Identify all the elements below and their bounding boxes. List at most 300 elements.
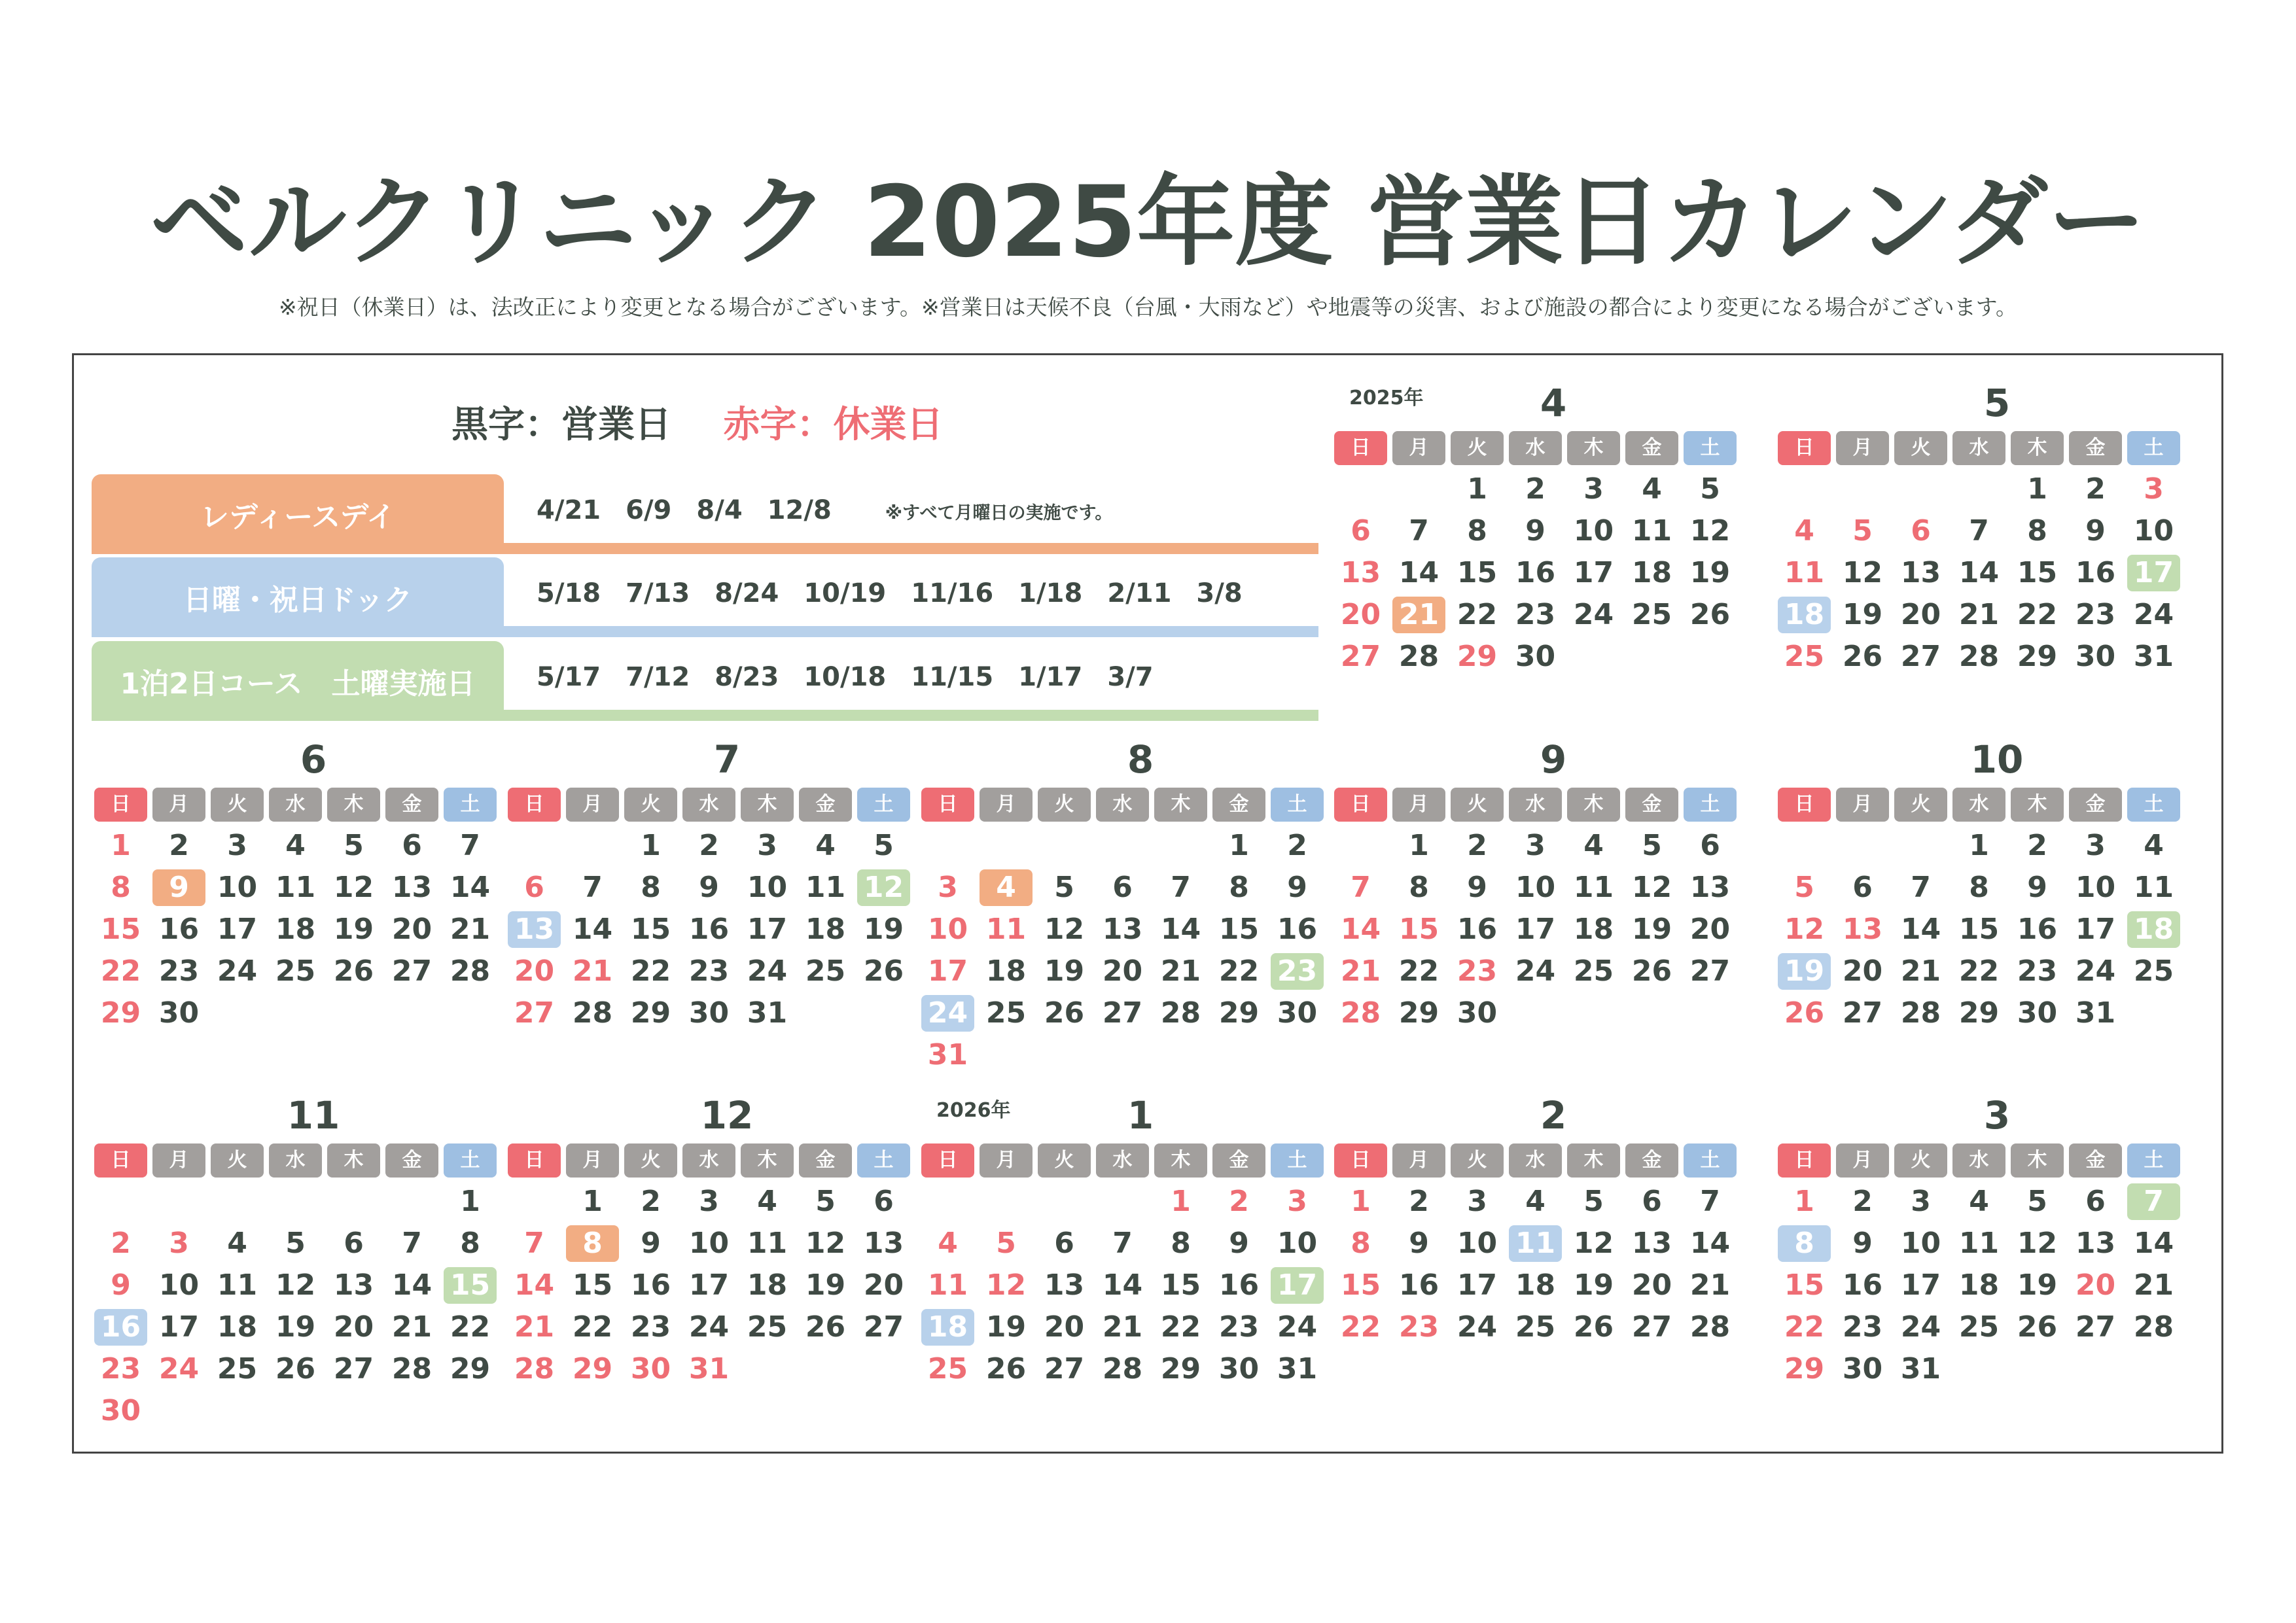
calendar-day: 29 <box>450 1352 491 1386</box>
calendar-day: 8 <box>566 1225 619 1262</box>
calendar-day: 11 <box>1958 1227 2000 1260</box>
calendar-day: 9 <box>2027 871 2047 904</box>
calendar-day: 18 <box>921 1309 974 1346</box>
calendar-day: 6 <box>524 871 544 904</box>
calendar-day: 25 <box>805 954 846 988</box>
weekday-label: 月 <box>980 1143 1033 1178</box>
calendar-day: 25 <box>217 1352 258 1386</box>
calendar-day: 10 <box>158 1268 200 1302</box>
calendar-day: 11 <box>1573 871 1614 904</box>
calendar-day: 4 <box>2144 829 2164 862</box>
weekday-label: 火 <box>1894 1143 1947 1178</box>
calendar-day: 2 <box>1409 1185 1429 1218</box>
calendar-day: 9 <box>1852 1227 1873 1260</box>
calendar-day: 15 <box>1160 1268 1201 1302</box>
calendar-day: 21 <box>1900 954 1941 988</box>
weekday-label: 月 <box>152 788 205 822</box>
calendar-day: 1 <box>641 829 661 862</box>
weekday-label: 月 <box>566 1143 619 1178</box>
calendar-day: 14 <box>1160 913 1201 946</box>
calendar-day: 29 <box>2017 640 2058 673</box>
weekday-label: 金 <box>1625 788 1678 822</box>
calendar-day: 13 <box>1842 913 1883 946</box>
calendar-day: 18 <box>1958 1268 2000 1302</box>
calendar-day: 9 <box>699 871 719 904</box>
calendar-day: 8 <box>1351 1227 1371 1260</box>
calendar-day: 23 <box>2075 598 2116 631</box>
calendar-day: 14 <box>450 871 491 904</box>
calendar-day: 15 <box>1218 913 1260 946</box>
calendar-day: 5 <box>996 1227 1016 1260</box>
band-date: 10/18 <box>804 662 887 692</box>
calendar-day: 16 <box>1398 1268 1439 1302</box>
calendar-day: 15 <box>1958 913 2000 946</box>
calendar-day: 27 <box>391 954 433 988</box>
weekday-label: 水 <box>682 1143 735 1178</box>
weekday-label: 日 <box>921 788 974 822</box>
calendar-day: 20 <box>1900 598 1941 631</box>
calendar-day: 11 <box>1784 556 1825 589</box>
weekday-label: 日 <box>1778 431 1831 465</box>
calendar-day: 28 <box>1958 640 2000 673</box>
calendar-day: 3 <box>1467 1185 1487 1218</box>
calendar-day: 12 <box>985 1268 1027 1302</box>
weekday-label: 木 <box>327 1143 380 1178</box>
band-dates <box>537 570 1267 616</box>
band-date: 5/17 <box>537 662 601 692</box>
calendar-day: 20 <box>391 913 433 946</box>
calendar-day: 9 <box>1525 514 1545 548</box>
calendar-day: 30 <box>1842 1352 1883 1386</box>
calendar-day: 28 <box>1340 996 1381 1030</box>
band-date: 7/13 <box>626 578 690 608</box>
calendar-day: 8 <box>1229 871 1249 904</box>
calendar-day: 14 <box>572 913 613 946</box>
weekday-label: 土 <box>857 788 910 822</box>
calendar-day: 25 <box>1784 640 1825 673</box>
calendar-day: 3 <box>2144 472 2164 506</box>
calendar-day: 9 <box>2085 514 2106 548</box>
calendar-day: 26 <box>2017 1310 2058 1344</box>
weekday-label: 木 <box>1154 1143 1207 1178</box>
calendar-day: 19 <box>863 913 904 946</box>
calendar-day: 11 <box>747 1227 788 1260</box>
calendar-day: 12 <box>857 869 910 906</box>
calendar-day: 2 <box>2027 829 2047 862</box>
calendar-day: 3 <box>1583 472 1604 506</box>
weekday-label: 火 <box>1894 431 1947 465</box>
calendar-day: 14 <box>1689 1227 1731 1260</box>
calendar-day: 22 <box>450 1310 491 1344</box>
weekday-label: 月 <box>1392 788 1445 822</box>
calendar-day: 18 <box>747 1268 788 1302</box>
weekday-label: 金 <box>385 1143 438 1178</box>
weekday-label: 火 <box>211 788 264 822</box>
band-date: 4/21 <box>537 495 601 525</box>
calendar-day: 9 <box>1229 1227 1249 1260</box>
calendar-day: 16 <box>630 1268 671 1302</box>
month-title: 6 <box>300 737 327 782</box>
calendar-day: 7 <box>1969 514 1989 548</box>
calendar-day: 29 <box>572 1352 613 1386</box>
calendar-day: 6 <box>1112 871 1133 904</box>
calendar-day: 19 <box>1842 598 1883 631</box>
weekday-label: 水 <box>269 1143 322 1178</box>
calendar-day: 5 <box>1583 1185 1604 1218</box>
calendar-day: 10 <box>1277 1227 1318 1260</box>
calendar-day: 25 <box>747 1310 788 1344</box>
calendar-day: 5 <box>1642 829 1662 862</box>
calendar-day: 9 <box>111 1268 131 1302</box>
weekday-label: 火 <box>624 1143 677 1178</box>
calendar-day: 2 <box>1287 829 1307 862</box>
calendar-day: 23 <box>1457 954 1498 988</box>
weekday-label: 月 <box>1836 1143 1889 1178</box>
calendar-day: 1 <box>1969 829 1989 862</box>
calendar-day: 27 <box>1631 1310 1672 1344</box>
calendar-day: 6 <box>874 1185 894 1218</box>
weekday-label: 木 <box>1567 1143 1620 1178</box>
weekday-label: 金 <box>2069 1143 2122 1178</box>
calendar-day: 8 <box>1969 871 1989 904</box>
calendar-day: 18 <box>805 913 846 946</box>
calendar-day: 26 <box>275 1352 316 1386</box>
calendar-day: 22 <box>1784 1310 1825 1344</box>
calendar-day: 25 <box>275 954 316 988</box>
calendar-day: 24 <box>921 995 974 1032</box>
calendar-day: 3 <box>2085 829 2106 862</box>
calendar-day: 26 <box>863 954 904 988</box>
calendar-day: 19 <box>1631 913 1672 946</box>
calendar-day: 19 <box>2017 1268 2058 1302</box>
weekday-label: 火 <box>1038 1143 1091 1178</box>
calendar-day: 4 <box>815 829 836 862</box>
special-band <box>92 641 1318 721</box>
weekday-label: 土 <box>1684 1143 1737 1178</box>
calendar-day: 10 <box>688 1227 730 1260</box>
calendar-day: 6 <box>1852 871 1873 904</box>
weekday-label: 木 <box>741 788 794 822</box>
band-date: 1/18 <box>1018 578 1083 608</box>
month-title: 1 <box>1127 1093 1154 1138</box>
calendar-day: 7 <box>524 1227 544 1260</box>
calendar-day: 9 <box>1467 871 1487 904</box>
calendar-day: 20 <box>514 954 555 988</box>
calendar-day: 18 <box>275 913 316 946</box>
calendar-day: 14 <box>391 1268 433 1302</box>
weekday-label: 月 <box>980 788 1033 822</box>
calendar-day: 30 <box>630 1352 671 1386</box>
weekday-label: 木 <box>2011 1143 2064 1178</box>
calendar-day: 14 <box>1900 913 1941 946</box>
weekday-label: 日 <box>1334 1143 1387 1178</box>
calendar-day: 7 <box>1409 514 1429 548</box>
weekday-header <box>1334 788 1773 822</box>
month-title: 4 <box>1540 381 1567 425</box>
weekday-label: 水 <box>1952 1143 2005 1178</box>
calendar-day: 16 <box>1218 1268 1260 1302</box>
calendar-day: 1 <box>2027 472 2047 506</box>
calendar-day: 17 <box>217 913 258 946</box>
calendar-day: 9 <box>1287 871 1307 904</box>
calendar-day: 28 <box>1689 1310 1731 1344</box>
calendar-day: 21 <box>1958 598 2000 631</box>
weekday-label: 土 <box>444 788 497 822</box>
calendar-day: 30 <box>1218 1352 1260 1386</box>
calendar-day: 21 <box>1340 954 1381 988</box>
weekday-label: 木 <box>1567 788 1620 822</box>
weekday-label: 火 <box>211 1143 264 1178</box>
weekday-label: 日 <box>1334 788 1387 822</box>
calendar-day: 26 <box>1631 954 1672 988</box>
calendar-day: 22 <box>1218 954 1260 988</box>
calendar-day: 29 <box>1218 996 1260 1030</box>
calendar-day: 31 <box>2133 640 2174 673</box>
calendar-day: 24 <box>688 1310 730 1344</box>
calendar-day: 2 <box>1467 829 1487 862</box>
calendar-day: 5 <box>1700 472 1720 506</box>
calendar-day: 18 <box>217 1310 258 1344</box>
calendar-day: 13 <box>1900 556 1941 589</box>
weekday-label: 土 <box>2127 1143 2180 1178</box>
calendar-day: 13 <box>508 911 561 948</box>
weekday-label: 月 <box>1392 1143 1445 1178</box>
calendar-day: 18 <box>1778 597 1831 633</box>
calendar-day: 12 <box>275 1268 316 1302</box>
special-band <box>92 557 1318 637</box>
calendar-day: 7 <box>460 829 480 862</box>
band-dates <box>537 654 1178 700</box>
calendar-day: 4 <box>1794 514 1814 548</box>
band-date: 7/12 <box>626 662 690 692</box>
calendar-day: 25 <box>985 996 1027 1030</box>
calendar-day: 13 <box>1689 871 1731 904</box>
calendar-day: 16 <box>1457 913 1498 946</box>
band-date: 5/18 <box>537 578 601 608</box>
weekday-label: 月 <box>1836 431 1889 465</box>
calendar-day: 27 <box>514 996 555 1030</box>
calendar-day: 5 <box>1852 514 1873 548</box>
calendar-day: 3 <box>1911 1185 1931 1218</box>
calendar-day: 13 <box>1044 1268 1085 1302</box>
calendar-day: 24 <box>747 954 788 988</box>
calendar-day: 8 <box>1778 1225 1831 1262</box>
calendar-day: 9 <box>152 869 205 906</box>
calendar-day: 27 <box>1842 996 1883 1030</box>
weekday-label: 金 <box>1625 431 1678 465</box>
calendar-day: 17 <box>927 954 968 988</box>
calendar-day: 12 <box>1784 913 1825 946</box>
calendar-day: 13 <box>1340 556 1381 589</box>
calendar-day: 8 <box>1409 871 1429 904</box>
calendar-day: 24 <box>217 954 258 988</box>
calendar-day: 10 <box>747 871 788 904</box>
calendar-day: 14 <box>1398 556 1439 589</box>
calendar-day: 8 <box>460 1227 480 1260</box>
calendar-day: 10 <box>1457 1227 1498 1260</box>
band-date: 1/17 <box>1018 662 1083 692</box>
calendar-day: 22 <box>100 954 141 988</box>
calendar-day: 1 <box>1229 829 1249 862</box>
month-title: 3 <box>1983 1093 2011 1138</box>
calendar-day: 18 <box>985 954 1027 988</box>
calendar-day: 15 <box>2017 556 2058 589</box>
calendar-day: 27 <box>1689 954 1731 988</box>
calendar-day: 16 <box>94 1309 147 1346</box>
calendar-day: 5 <box>2027 1185 2047 1218</box>
calendar-day: 8 <box>1467 514 1487 548</box>
calendar-day: 27 <box>1340 640 1381 673</box>
calendar-day: 11 <box>927 1268 968 1302</box>
calendar-day: 26 <box>1784 996 1825 1030</box>
weekday-label: 金 <box>1625 1143 1678 1178</box>
band-date: 3/7 <box>1107 662 1154 692</box>
calendar-day: 19 <box>1044 954 1085 988</box>
calendar-day: 23 <box>1515 598 1556 631</box>
calendar-day: 6 <box>2085 1185 2106 1218</box>
calendar-day: 21 <box>2133 1268 2174 1302</box>
calendar-day: 26 <box>1044 996 1085 1030</box>
calendar-day: 5 <box>285 1227 306 1260</box>
weekday-label: 火 <box>624 788 677 822</box>
year-label: 2025年 <box>1349 387 1424 410</box>
band-dates <box>537 487 1137 533</box>
weekday-label: 水 <box>682 788 735 822</box>
calendar-day: 5 <box>344 829 364 862</box>
calendar-day: 19 <box>275 1310 316 1344</box>
calendar-day: 28 <box>572 996 613 1030</box>
weekday-label: 金 <box>799 788 852 822</box>
calendar-day: 24 <box>1900 1310 1941 1344</box>
band-date: 8/23 <box>715 662 779 692</box>
calendar-day: 17 <box>1900 1268 1941 1302</box>
calendar-day: 21 <box>1392 597 1445 633</box>
calendar-day: 1 <box>582 1185 603 1218</box>
weekday-label: 月 <box>152 1143 205 1178</box>
calendar-day: 28 <box>2133 1310 2174 1344</box>
calendar-day: 20 <box>1340 598 1381 631</box>
calendar-day: 17 <box>158 1310 200 1344</box>
calendar-day: 1 <box>1171 1185 1191 1218</box>
calendar-day: 8 <box>2027 514 2047 548</box>
calendar-day: 26 <box>805 1310 846 1344</box>
calendar-day: 17 <box>1457 1268 1498 1302</box>
calendar-day: 3 <box>757 829 777 862</box>
calendar-day: 18 <box>1573 913 1614 946</box>
calendar-day: 2 <box>641 1185 661 1218</box>
weekday-label: 水 <box>1952 788 2005 822</box>
weekday-label: 土 <box>1271 1143 1324 1178</box>
calendar-day: 15 <box>1457 556 1498 589</box>
calendar-day: 12 <box>1044 913 1085 946</box>
weekday-label: 日 <box>508 788 561 822</box>
calendar-day: 12 <box>2017 1227 2058 1260</box>
weekday-label: 火 <box>1451 431 1504 465</box>
calendar-day: 24 <box>1277 1310 1318 1344</box>
calendar-day: 6 <box>1054 1227 1074 1260</box>
calendar-day: 23 <box>100 1352 141 1386</box>
weekday-label: 日 <box>1778 1143 1831 1178</box>
calendar-day: 2 <box>2085 472 2106 506</box>
band-date: 11/16 <box>911 578 994 608</box>
calendar-day: 25 <box>927 1352 968 1386</box>
calendar-day: 17 <box>1271 1267 1324 1304</box>
calendar-day: 27 <box>1102 996 1143 1030</box>
calendar-day: 31 <box>688 1352 730 1386</box>
calendar-day: 29 <box>1160 1352 1201 1386</box>
calendar-day: 1 <box>460 1185 480 1218</box>
calendar-day: 26 <box>1842 640 1883 673</box>
calendar-day: 15 <box>1340 1268 1381 1302</box>
calendar-day: 21 <box>514 1310 555 1344</box>
calendar-day: 4 <box>1583 829 1604 862</box>
calendar-day: 20 <box>1044 1310 1085 1344</box>
calendar-day: 13 <box>333 1268 374 1302</box>
calendar-day: 28 <box>514 1352 555 1386</box>
calendar-day: 1 <box>1794 1185 1814 1218</box>
calendar-day: 6 <box>402 829 422 862</box>
weekday-label: 木 <box>2011 788 2064 822</box>
calendar-day: 29 <box>1784 1352 1825 1386</box>
weekday-header <box>1778 788 2216 822</box>
calendar-day: 28 <box>1900 996 1941 1030</box>
calendar-day: 17 <box>2075 913 2116 946</box>
calendar-day: 19 <box>805 1268 846 1302</box>
calendar-day: 3 <box>938 871 958 904</box>
weekday-label: 金 <box>2069 431 2122 465</box>
calendar-day: 17 <box>2127 555 2180 591</box>
calendar-day: 10 <box>2133 514 2174 548</box>
calendar-day: 6 <box>1911 514 1931 548</box>
calendar-day: 16 <box>2017 913 2058 946</box>
calendar-day: 4 <box>285 829 306 862</box>
calendar-day: 20 <box>333 1310 374 1344</box>
calendar-day: 30 <box>100 1394 141 1427</box>
band-date: 10/19 <box>804 578 887 608</box>
calendar-day: 26 <box>985 1352 1027 1386</box>
calendar-day: 23 <box>1842 1310 1883 1344</box>
calendar-day: 11 <box>985 913 1027 946</box>
weekday-label: 水 <box>1952 431 2005 465</box>
calendar-day: 28 <box>1160 996 1201 1030</box>
calendar-day: 30 <box>158 996 200 1030</box>
weekday-label: 土 <box>2127 788 2180 822</box>
calendar-day: 11 <box>217 1268 258 1302</box>
calendar-day: 7 <box>1911 871 1931 904</box>
calendar-day: 23 <box>158 954 200 988</box>
calendar-day: 9 <box>1409 1227 1429 1260</box>
calendar-day: 12 <box>1573 1227 1614 1260</box>
calendar-day: 24 <box>1457 1310 1498 1344</box>
calendar-day: 2 <box>1229 1185 1249 1218</box>
weekday-header <box>508 1143 946 1178</box>
band-note: ※すべて月曜日の実施です。 <box>885 503 1113 523</box>
calendar-day: 19 <box>1573 1268 1614 1302</box>
calendar-day: 12 <box>1689 514 1731 548</box>
calendar-day: 23 <box>1271 953 1324 990</box>
calendar-day: 26 <box>333 954 374 988</box>
calendar-day: 11 <box>1509 1225 1562 1262</box>
calendar-day: 30 <box>2017 996 2058 1030</box>
calendar-day: 25 <box>1958 1310 2000 1344</box>
weekday-label: 木 <box>1154 788 1207 822</box>
calendar-day: 13 <box>1631 1227 1672 1260</box>
calendar-day: 29 <box>630 996 671 1030</box>
calendar-day: 2 <box>169 829 189 862</box>
calendar-day: 23 <box>630 1310 671 1344</box>
calendar-day: 23 <box>1398 1310 1439 1344</box>
calendar-day: 16 <box>688 913 730 946</box>
